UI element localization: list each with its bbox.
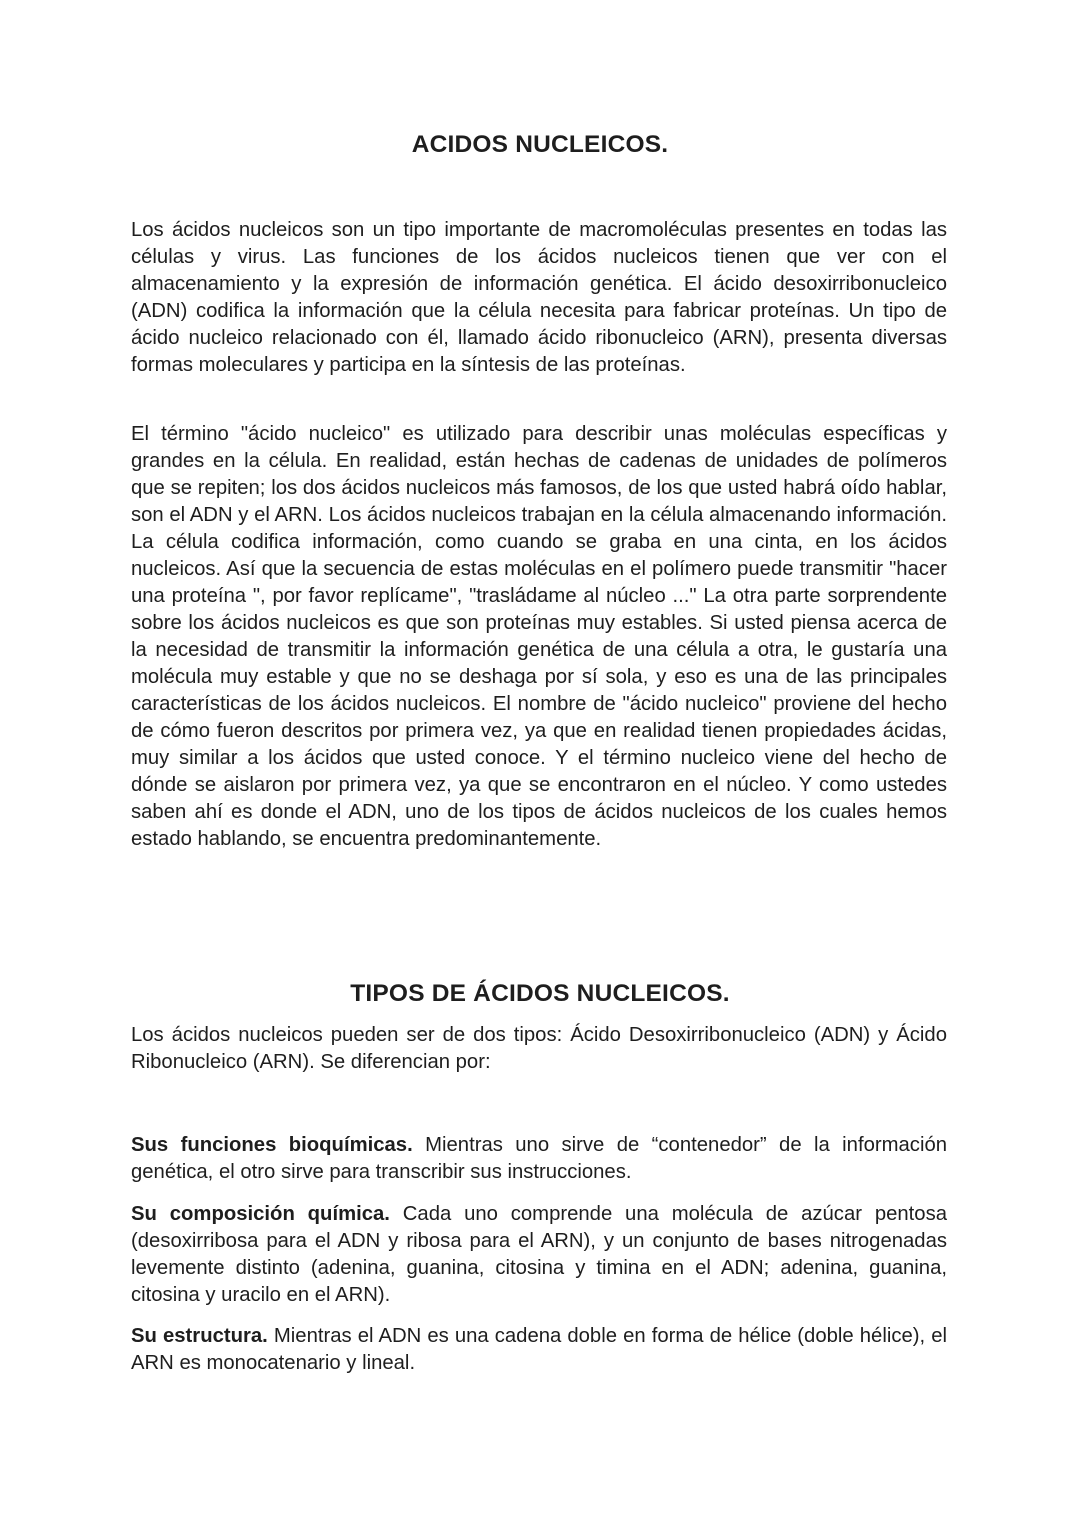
difference-text-estructura: Mientras el ADN es una cadena doble en forma de hélice (doble hélice), el ARN es monocatenario y lineal. <box>131 1325 947 1374</box>
difference-item-funciones <box>131 1132 947 1186</box>
difference-lead-estructura: Su estructura. <box>131 1325 268 1347</box>
section-title-acidos-nucleicos: ACIDOS NUCLEICOS. <box>411 131 669 158</box>
difference-lead-funciones: Sus funciones bioquímicas. <box>131 1134 413 1156</box>
difference-item-estructura <box>131 1323 947 1377</box>
difference-item-composicion <box>131 1201 947 1309</box>
paragraph-introduction: Los ácidos nucleicos son un tipo importante de macromoléculas presentes en todas las células y virus. Las funciones de los ácidos nucleicos tienen que ver con el almacenamiento y la expresión de información genética. El ácido desoxirribonucleico (ADN) codifica la información que la célula necesita para fabricar proteínas. Un tipo de ácido nucleico relacionado con él, llamado ácido ribonucleico (ARN), presenta diversas formas moleculares y participa en la síntesis de las proteínas. <box>131 219 947 376</box>
paragraph-tipos-intro: Los ácidos nucleicos pueden ser de dos tipos: Ácido Desoxirribonucleico (ADN) y Ácido Ribonucleico (ARN). Se diferencian por: <box>131 1024 947 1073</box>
difference-text-funciones: Mientras uno sirve de “contenedor” de la información genética, el otro sirve para transcribir sus instrucciones. <box>131 1134 948 1183</box>
difference-lead-composicion: Su composición química. <box>131 1203 390 1225</box>
difference-text-composicion: Cada uno comprende una molécula de azúcar pentosa (desoxirribosa para el ADN y ribosa para el ARN), y un conjunto de bases nitrogenadas levemente distinto (adenina, guanina, citosina y timina en el ADN; adenina, guanina, citosina y uracilo en el ARN). <box>131 1203 947 1306</box>
paragraph-termino-acido-nucleico: El término "ácido nucleico" es utilizado para describir unas moléculas específicas y grandes en la célula. En realidad, están hechas de cadenas de unidades de polímeros que se repiten; los dos ácidos nucleicos más famosos, de los que usted habrá oído hablar, son el ADN y el ARN. Los ácidos nucleicos trabajan en la célula almacenando información. La célula codifica información, como cuando se graba en una cinta, en los ácidos nucleicos. Así que la secuencia de estas moléculas en el polímero puede transmitir "hacer una proteína ", por favor replícame", "trasládame al núcleo ..." La otra parte sorprendente sobre los ácidos nucleicos es que son proteínas muy estables. Si usted piensa acerca de la necesidad de transmitir la información genética de una célula a otra, le gustaría una molécula muy estable y que no se deshaga por sí sola, y eso es una de las principales características de los ácidos nucleicos. El nombre de "ácido nucleico" proviene del hecho de cómo fueron descritos por primera vez, ya que en realidad tienen propiedades ácidas, muy similar a los ácidos que usted conoce. Y el término nucleico viene del hecho de dónde se aislaron por primera vez, ya que se encontraron en el núcleo. Y como ustedes saben ahí es donde el ADN, uno de los tipos de ácidos nucleicos de los cuales hemos estado hablando, se encuentra predominantemente. <box>131 423 947 850</box>
section-title-tipos: TIPOS DE ÁCIDOS NUCLEICOS. <box>350 980 730 1007</box>
